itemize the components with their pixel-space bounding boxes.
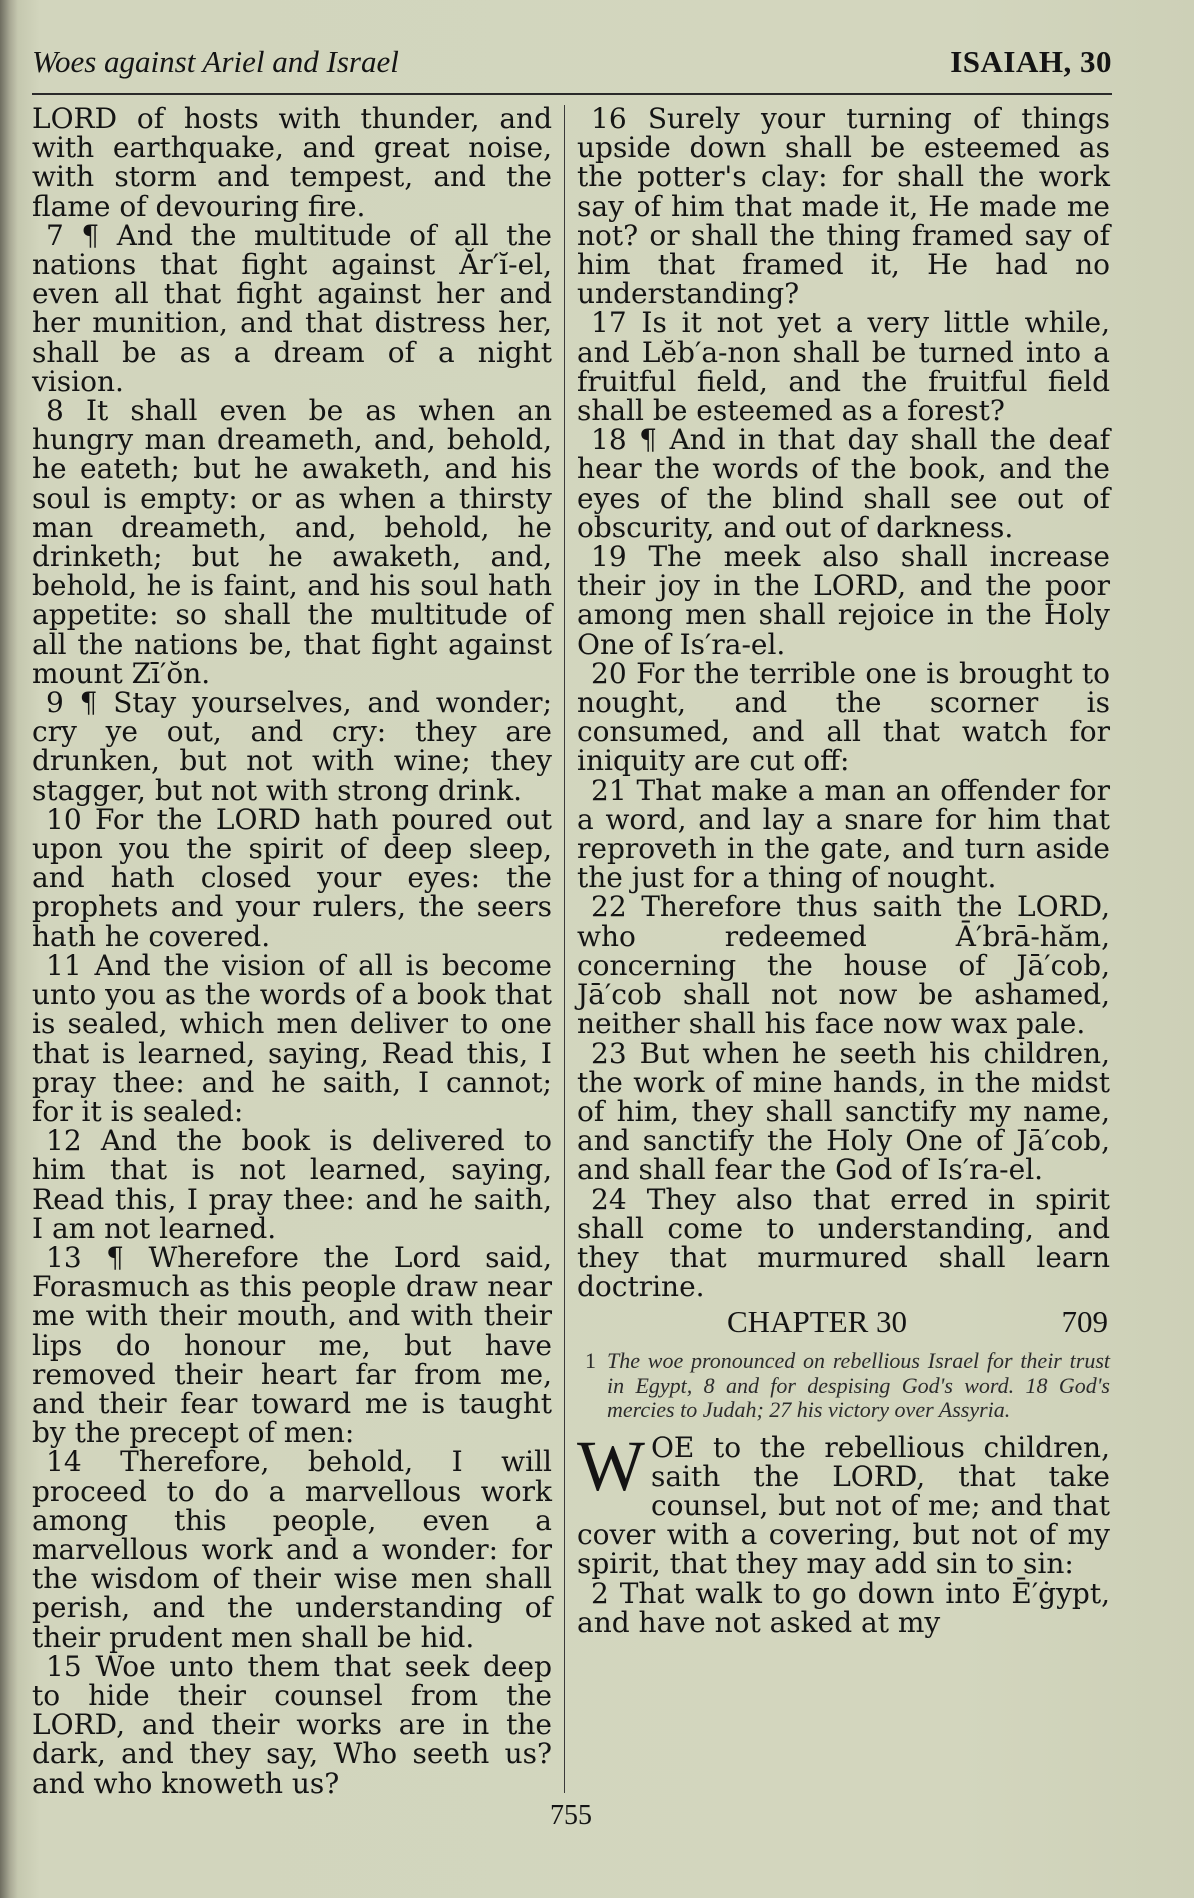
page-header xyxy=(32,44,1112,84)
verse-2: 2 That walk to go down into Ē′ġypt, and have not asked at my xyxy=(577,1576,1110,1639)
verse-10: 10 For the LORD hath poured out upon you the spirit of deep sleep, and hath closed your eyes: the prophets and your rulers, the seers hath he covered. xyxy=(32,802,552,953)
verse-12: 12 And the book is delivered to him that is not learned, saying, Read this, I pray thee: and he saith, I am not learned. xyxy=(32,1124,552,1245)
verse-22: 22 Therefore thus saith the LORD, who redeemed Ā′brā-hăm, concerning the house of Jā′cob, Jā′cob shall not now be ashamed, neither shall his face now wax pale. xyxy=(577,890,1110,1041)
drop-cap: W xyxy=(577,1425,645,1506)
chapter-title: CHAPTER 30 xyxy=(727,1304,907,1340)
verse-7: 7 ¶ And the multitude of all the nations that fight against Ăr′ĭ-el, even all that fight against her and her munition, and that distress her, shall be as a dream of a night vision. xyxy=(32,218,552,398)
verse-14: 14 Therefore, behold, I will proceed to do a marvellous work among this people, even a marvellous work and a wonder: for the wisdom of their wise men shall perish, and the understanding of their prudent men shall be hid. xyxy=(32,1445,552,1654)
verse-11: 11 And the vision of all is become unto you as the words of a book that is sealed, which men deliver to one that is learned, saying, Read this, I pray thee: and he saith, I cannot; for it is sealed: xyxy=(32,948,552,1128)
page-number-footer xyxy=(0,1800,1194,1832)
left-column xyxy=(32,104,552,1798)
chapter-number: 709 xyxy=(1061,1304,1108,1340)
verse-8: 8 It shall even be as when an hungry man dreameth, and, behold, he eateth; but he awaketh, and his soul is empty: or as when a thirsty man dreameth, and, behold, he drinketh; but he awaketh, and, behold, he is faint, and his soul hath appetite: so shall the multitude of all the nations be, that fight against mount Zī′ŏn. xyxy=(32,394,552,690)
verse-16: 16 Surely your turning of things upside down shall be esteemed as the potter's clay: for shall the work say of him that made it, He made me not? or shall the thing framed say of him that framed it, He had no understanding? xyxy=(577,102,1110,311)
header-rule xyxy=(32,93,1112,95)
right-column xyxy=(577,104,1110,1637)
verse-15: 15 Woe unto them that seek deep to hide their counsel from the LORD, and their works are in the dark, and they say, Who seeth us? and who knoweth us? xyxy=(32,1649,552,1800)
chapter-reference: ISAIAH, 30 xyxy=(950,44,1112,79)
verse-23: 23 But when he seeth his children, the work of mine hands, in the midst of him, they shall sanctify my name, and sanctify the Holy One of Jā′cob, and shall fear the God of Is′ra-el. xyxy=(577,1036,1110,1187)
page-number: 755 xyxy=(550,1800,592,1831)
verse-21: 21 That make a man an offender for a word, and lay a snare for him that reproveth in the gate, and turn aside the just for a thing of nought. xyxy=(577,773,1110,895)
verse-1 xyxy=(577,1425,1110,1581)
verse-18: 18 ¶ And in that day shall the deaf hear the words of the book, and the eyes of the blind shall see out of obscurity, and out of darkness. xyxy=(577,423,1110,544)
summary-number: 1 xyxy=(585,1348,596,1374)
chapter-heading xyxy=(577,1304,1110,1345)
verse-17: 17 Is it not yet a very little while, and Lĕb′a-non shall be turned into a fruitful field, and the fruitful field shall be esteemed as a forest? xyxy=(577,306,1110,428)
verse-13: 13 ¶ Wherefore the Lord said, Forasmuch as this people draw near me with their mouth, and with their lips do honour me, but have removed their heart far from me, and their fear toward me is taught by the precept of men: xyxy=(32,1240,552,1450)
verse-20: 20 For the terrible one is brought to nought, and the scorner is consumed, and all that watch for iniquity are cut off: xyxy=(577,656,1110,778)
verse-24: 24 They also that erred in spirit shall come to understanding, and they that murmured shall learn doctrine. xyxy=(577,1182,1110,1304)
verse-9: 9 ¶ Stay yourselves, and wonder; cry ye out, and cry: they are drunken, but not with wine; they stagger, but not with strong drink. xyxy=(32,686,552,807)
verse-6-continuation: LORD of hosts with thunder, and with earthquake, and great noise, with storm and tempest, and the flame of devouring fire. xyxy=(32,102,552,223)
column-divider xyxy=(564,105,565,1793)
chapter-summary xyxy=(577,1349,1110,1422)
verse-1-text: OE to the rebellious children, saith the LORD, that take counsel, but not of me; and that cover with a covering, but not of my spirit, that they may add sin to sin: xyxy=(577,1430,1110,1581)
running-title: Woes against Ariel and Israel xyxy=(32,44,399,79)
verse-19: 19 The meek also shall increase their joy in the LORD, and the poor among men shall rejoice in the Holy One of Is′ra-el. xyxy=(577,540,1110,661)
summary-text: The woe pronounced on rebellious Israel for their trust in Egypt, 8 and for despising God's word. 18 God's mercies to Judah; 27 his victory over Assyria. xyxy=(607,1348,1110,1423)
